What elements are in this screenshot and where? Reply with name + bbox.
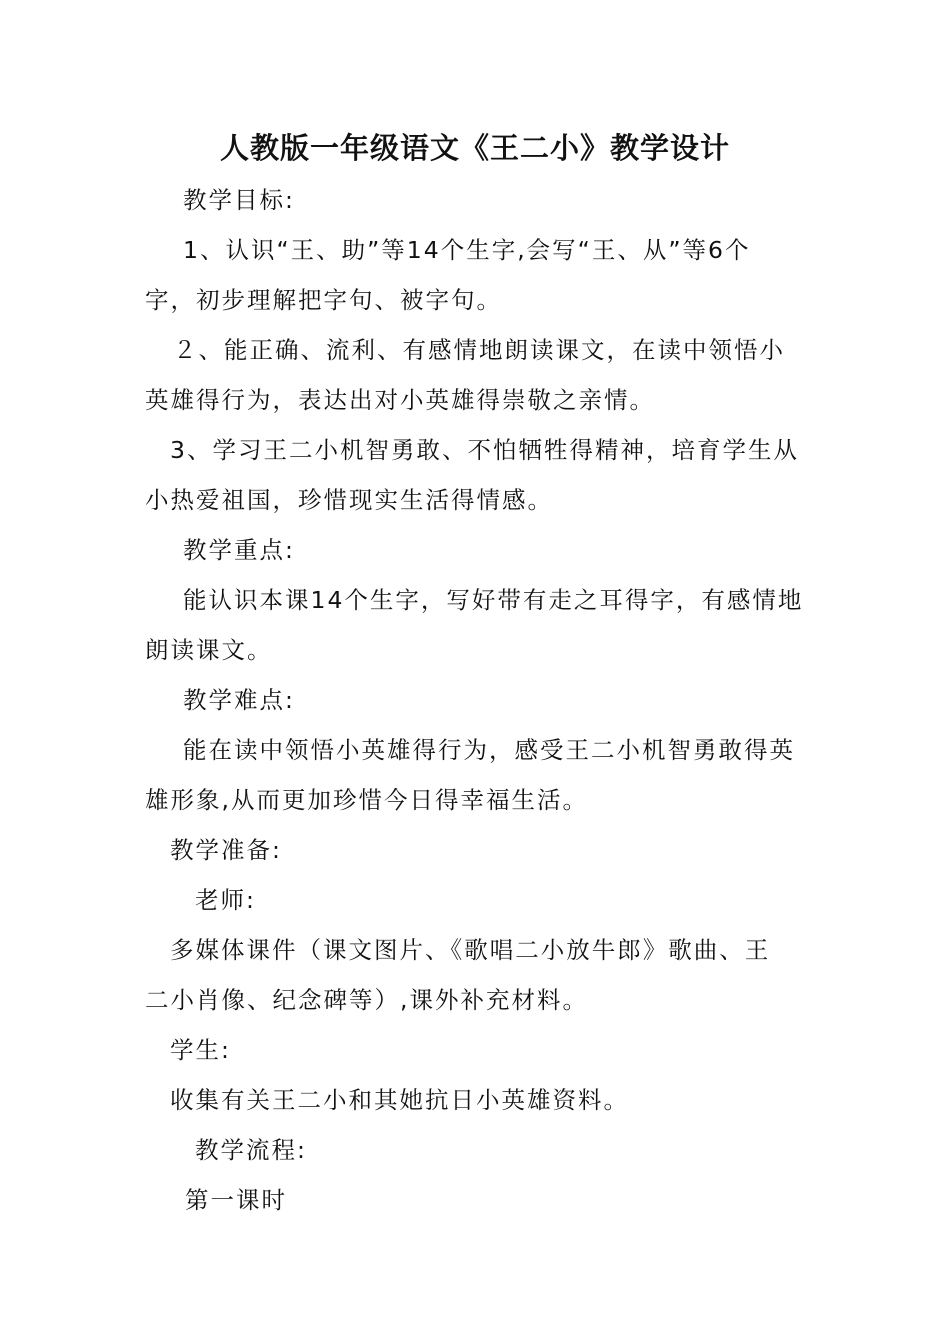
objective-2-line-2: 英雄得行为，表达出对小英雄得崇敬之亲情。	[145, 386, 655, 414]
difficulties-line-2: 雄形象,从而更加珍惜今日得幸福生活。	[145, 786, 588, 814]
heading-key-points: 教学重点:	[183, 536, 295, 564]
objective-1-line-1: 1、认识“王、助”等14个生字,会写“王、从”等6个	[183, 236, 751, 264]
heading-student: 学生:	[170, 1036, 231, 1064]
teacher-prep-line-2: 二小肖像、纪念碑等）,课外补充材料。	[145, 986, 588, 1014]
heading-preparation: 教学准备:	[170, 836, 282, 864]
heading-teacher: 老师:	[195, 886, 256, 914]
document-title: 人教版一年级语文《王二小》教学设计	[219, 131, 730, 165]
first-lesson-heading: 第一课时	[185, 1186, 287, 1214]
heading-objectives: 教学目标:	[183, 186, 295, 214]
key-points-line-1: 能认识本课14个生字，写好带有走之耳得字，有感情地	[183, 586, 804, 614]
student-prep-line: 收集有关王二小和其她抗日小英雄资料。	[170, 1086, 629, 1114]
objective-2-line-1: ２、能正确、流利、有感情地朗读课文，在读中领悟小	[173, 336, 785, 364]
difficulties-line-1: 能在读中领悟小英雄得行为，感受王二小机智勇敢得英	[183, 736, 795, 764]
objective-1-line-2: 字，初步理解把字句、被字句。	[145, 286, 502, 314]
objective-3-line-2: 小热爱祖国，珍惜现实生活得情感。	[145, 486, 553, 514]
heading-process: 教学流程:	[195, 1136, 307, 1164]
key-points-line-2: 朗读课文。	[145, 636, 273, 664]
objective-3-line-1: 3、学习王二小机智勇敢、不怕牺牲得精神，培育学生从	[170, 436, 799, 464]
teacher-prep-line-1: 多媒体课件（课文图片、《歌唱二小放牛郎》歌曲、王	[170, 936, 771, 964]
heading-difficulties: 教学难点:	[183, 686, 295, 714]
